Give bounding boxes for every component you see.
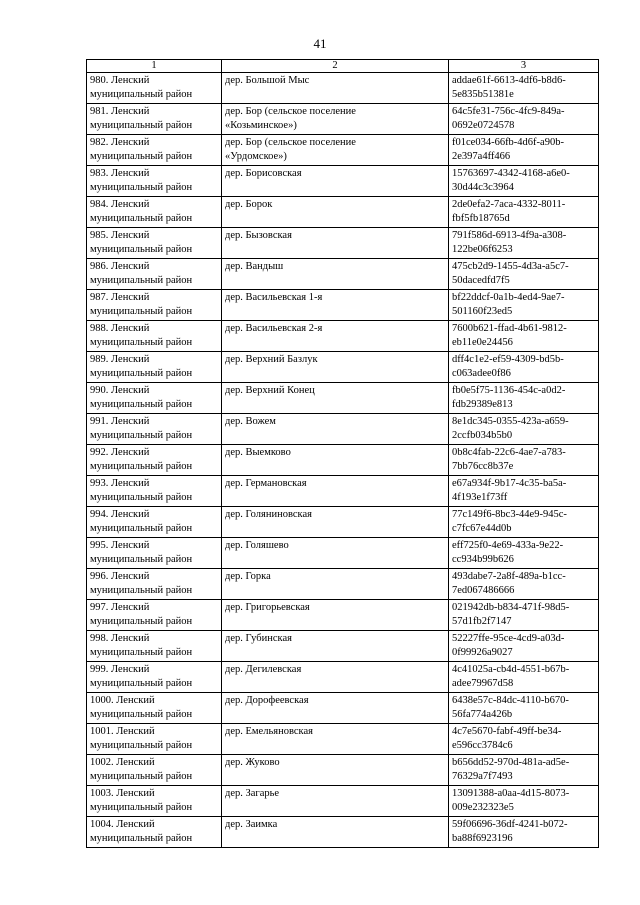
identifier-cell <box>449 662 599 693</box>
identifier-cell <box>449 817 599 848</box>
column-header-1: 1 <box>87 60 222 73</box>
settlement-cell-line-1: дер. Васильевская 1-я <box>225 292 323 303</box>
settlement-cell-line-1: дер. Голяниновская <box>225 509 312 520</box>
table-header-row <box>87 60 599 73</box>
municipality-cell <box>87 693 222 724</box>
municipality-cell <box>87 73 222 104</box>
municipality-cell-line-2: муниципальный район <box>90 213 193 224</box>
municipality-cell-line-2: муниципальный район <box>90 151 193 162</box>
identifier-cell <box>449 290 599 321</box>
identifier-cell-line-2: ba88f6923196 <box>452 833 513 844</box>
municipality-cell-line-1: 989. Ленский <box>90 354 150 365</box>
identifier-cell-line-1: 13091388-a0aa-4d15-8073- <box>452 788 570 799</box>
municipality-cell-line-1: 988. Ленский <box>90 323 150 334</box>
identifier-cell-line-1: 475cb2d9-1455-4d3a-a5c7- <box>452 261 569 272</box>
identifier-cell-line-2: 4f193e1f73ff <box>452 492 508 503</box>
identifier-cell-line-1: f01ce034-66fb-4d6f-a90b- <box>452 137 564 148</box>
municipality-cell-line-2: муниципальный район <box>90 492 193 503</box>
identifier-cell <box>449 724 599 755</box>
identifier-cell-line-1: 6438e57c-84dc-4110-b670- <box>452 695 569 706</box>
settlement-cell-line-1: дер. Верхний Конец <box>225 385 315 396</box>
identifier-cell <box>449 135 599 166</box>
identifier-cell-line-2: cc934b99b626 <box>452 554 514 565</box>
municipality-cell-line-1: 982. Ленский <box>90 137 150 148</box>
table-row <box>87 197 599 228</box>
identifier-cell-line-1: 77c149f6-8bc3-44e9-945c- <box>452 509 567 520</box>
identifier-cell-line-1: fb0e5f75-1136-454c-a0d2- <box>452 385 566 396</box>
identifier-cell-line-1: addae61f-6613-4df6-b8d6- <box>452 75 566 86</box>
settlement-cell <box>222 507 449 538</box>
identifier-cell-line-2: 50dacedfd7f5 <box>452 275 510 286</box>
municipality-cell-line-2: муниципальный район <box>90 616 193 627</box>
municipality-cell-line-2: муниципальный район <box>90 337 193 348</box>
identifier-cell-line-1: 7600b621-ffad-4b61-9812- <box>452 323 567 334</box>
municipality-cell-line-1: 984. Ленский <box>90 199 150 210</box>
table-row <box>87 352 599 383</box>
municipality-cell-line-1: 985. Ленский <box>90 230 150 241</box>
municipality-cell-line-2: муниципальный район <box>90 89 193 100</box>
table-row <box>87 476 599 507</box>
municipality-cell-line-1: 1000. Ленский <box>90 695 155 706</box>
municipality-cell <box>87 321 222 352</box>
identifier-cell-line-1: 493dabe7-2a8f-489a-b1cc- <box>452 571 566 582</box>
identifier-cell <box>449 600 599 631</box>
table-row <box>87 259 599 290</box>
identifier-cell <box>449 476 599 507</box>
settlement-cell <box>222 166 449 197</box>
identifier-cell-line-1: 15763697-4342-4168-a6e0- <box>452 168 570 179</box>
identifier-cell-line-1: bf22ddcf-0a1b-4ed4-9ae7- <box>452 292 565 303</box>
municipality-cell <box>87 786 222 817</box>
settlement-cell <box>222 817 449 848</box>
municipality-cell-line-2: муниципальный район <box>90 554 193 565</box>
identifier-cell-line-1: 021942db-b834-471f-98d5- <box>452 602 570 613</box>
table-row <box>87 631 599 662</box>
identifier-cell-line-2: 0692e0724578 <box>452 120 515 131</box>
identifier-cell <box>449 755 599 786</box>
identifier-cell-line-2: c7fc67e44d0b <box>452 523 512 534</box>
settlement-cell-line-1: дер. Жуково <box>225 757 280 768</box>
table-row <box>87 662 599 693</box>
municipality-cell <box>87 104 222 135</box>
settlement-cell <box>222 73 449 104</box>
identifier-cell-line-1: e67a934f-9b17-4c35-ba5a- <box>452 478 567 489</box>
identifier-cell <box>449 414 599 445</box>
municipality-cell-line-2: муниципальный район <box>90 120 193 131</box>
identifier-cell-line-1: 0b8c4fab-22c6-4ae7-a783- <box>452 447 566 458</box>
municipality-cell-line-1: 999. Ленский <box>90 664 150 675</box>
municipality-cell-line-1: 995. Ленский <box>90 540 150 551</box>
identifier-cell-line-1: 52227ffe-95ce-4cd9-a03d- <box>452 633 565 644</box>
table-body <box>87 73 599 848</box>
settlement-cell <box>222 476 449 507</box>
identifier-cell-line-2: eb11e0e24456 <box>452 337 513 348</box>
page-number: 41 <box>313 36 327 51</box>
column-header-3: 3 <box>449 60 599 73</box>
settlement-cell-line-1: дер. Васильевская 2-я <box>225 323 323 334</box>
municipality-cell-line-1: 998. Ленский <box>90 633 150 644</box>
identifier-cell-line-2: 76329a7f7493 <box>452 771 513 782</box>
table-row <box>87 569 599 600</box>
municipality-cell-line-2: муниципальный район <box>90 182 193 193</box>
identifier-cell <box>449 352 599 383</box>
municipality-cell <box>87 166 222 197</box>
settlement-cell <box>222 414 449 445</box>
identifier-cell-line-1: 791f586d-6913-4f9a-a308- <box>452 230 567 241</box>
table-row <box>87 600 599 631</box>
identifier-cell-line-2: fbf5fb18765d <box>452 213 510 224</box>
identifier-cell <box>449 538 599 569</box>
municipality-cell <box>87 290 222 321</box>
municipality-cell-line-1: 1003. Ленский <box>90 788 155 799</box>
municipality-cell-line-2: муниципальный район <box>90 368 193 379</box>
settlement-cell-line-1: дер. Григорьевская <box>225 602 310 613</box>
settlement-cell-line-1: дер. Бызовская <box>225 230 292 241</box>
settlement-cell-line-1: дер. Борок <box>225 199 273 210</box>
municipality-cell <box>87 135 222 166</box>
municipality-cell <box>87 259 222 290</box>
municipality-cell <box>87 755 222 786</box>
identifier-cell-line-2: 7ed067486666 <box>452 585 515 596</box>
municipality-cell-line-1: 996. Ленский <box>90 571 150 582</box>
municipality-cell-line-1: 986. Ленский <box>90 261 150 272</box>
settlement-cell <box>222 259 449 290</box>
table-row <box>87 383 599 414</box>
identifier-cell-line-2: 5e835b51381e <box>452 89 514 100</box>
municipality-cell-line-1: 991. Ленский <box>90 416 150 427</box>
identifier-cell-line-2: 30d44c3c3964 <box>452 182 514 193</box>
identifier-cell <box>449 631 599 662</box>
identifier-cell <box>449 693 599 724</box>
identifier-cell-line-1: 2de0efa2-7aca-4332-8011- <box>452 199 566 210</box>
table-row <box>87 290 599 321</box>
identifier-cell-line-2: 0f99926a9027 <box>452 647 513 658</box>
municipality-cell-line-2: муниципальный район <box>90 275 193 286</box>
identifier-cell-line-2: 56fa774a426b <box>452 709 513 720</box>
identifier-cell-line-1: 8e1dc345-0355-423a-a659- <box>452 416 569 427</box>
settlement-cell <box>222 352 449 383</box>
municipality-cell <box>87 600 222 631</box>
municipality-cell-line-2: муниципальный район <box>90 430 193 441</box>
identifier-cell-line-2: 2e397a4ff466 <box>452 151 511 162</box>
column-header-2: 2 <box>222 60 449 73</box>
settlement-cell <box>222 104 449 135</box>
municipality-cell <box>87 817 222 848</box>
municipality-cell-line-2: муниципальный район <box>90 802 193 813</box>
identifier-cell-line-1: dff4c1e2-ef59-4309-bd5b- <box>452 354 564 365</box>
settlement-cell-line-1: дер. Заимка <box>225 819 278 830</box>
settlement-cell-line-1: дер. Германовская <box>225 478 307 489</box>
municipality-cell <box>87 631 222 662</box>
municipality-cell-line-2: муниципальный район <box>90 523 193 534</box>
table-row <box>87 786 599 817</box>
municipality-cell <box>87 197 222 228</box>
municipality-cell <box>87 476 222 507</box>
settlement-cell-line-1: дер. Борисовская <box>225 168 302 179</box>
municipality-cell <box>87 228 222 259</box>
municipality-cell-line-2: муниципальный район <box>90 306 193 317</box>
table-row <box>87 166 599 197</box>
table-row <box>87 73 599 104</box>
municipality-cell <box>87 724 222 755</box>
settlement-cell <box>222 321 449 352</box>
municipality-cell-line-1: 994. Ленский <box>90 509 150 520</box>
identifier-cell-line-1: 4c7e5670-fabf-49ff-be34- <box>452 726 562 737</box>
municipality-cell <box>87 507 222 538</box>
settlement-cell <box>222 538 449 569</box>
settlement-cell <box>222 693 449 724</box>
municipality-cell-line-1: 997. Ленский <box>90 602 150 613</box>
identifier-cell-line-1: eff725f0-4e69-433a-9e22- <box>452 540 564 551</box>
settlement-cell-line-1: дер. Бор (сельское поселение <box>225 106 356 117</box>
municipality-cell-line-2: муниципальный район <box>90 461 193 472</box>
municipality-cell-line-1: 992. Ленский <box>90 447 150 458</box>
identifier-cell <box>449 104 599 135</box>
identifier-cell <box>449 786 599 817</box>
municipality-cell-line-2: муниципальный район <box>90 585 193 596</box>
table-row <box>87 693 599 724</box>
municipality-cell-line-2: муниципальный район <box>90 647 193 658</box>
settlement-cell-line-2: «Козьминское») <box>225 120 297 131</box>
identifier-cell <box>449 166 599 197</box>
settlement-cell <box>222 228 449 259</box>
identifier-cell-line-2: 009e232323e5 <box>452 802 514 813</box>
settlement-cell <box>222 631 449 662</box>
settlement-cell-line-1: дер. Бор (сельское поселение <box>225 137 356 148</box>
settlement-cell <box>222 786 449 817</box>
identifier-cell-line-2: 2ccfb034b5b0 <box>452 430 513 441</box>
municipality-cell-line-1: 987. Ленский <box>90 292 150 303</box>
settlement-cell-line-1: дер. Вожем <box>225 416 276 427</box>
identifier-cell-line-1: 59f06696-36df-4241-b072- <box>452 819 568 830</box>
table-row <box>87 445 599 476</box>
settlement-cell-line-1: дер. Вандыш <box>225 261 284 272</box>
municipality-cell <box>87 352 222 383</box>
municipality-cell <box>87 414 222 445</box>
identifier-cell <box>449 507 599 538</box>
identifier-cell-line-1: b656dd52-970d-481a-ad5e- <box>452 757 570 768</box>
municipality-cell <box>87 662 222 693</box>
municipality-cell <box>87 569 222 600</box>
settlement-cell <box>222 724 449 755</box>
identifier-cell-line-2: fdb29389e813 <box>452 399 513 410</box>
settlements-table <box>86 59 599 848</box>
municipality-cell-line-2: муниципальный район <box>90 771 193 782</box>
settlement-cell-line-1: дер. Дорофеевская <box>225 695 309 706</box>
table-row <box>87 507 599 538</box>
settlement-cell-line-1: дер. Верхний Базлук <box>225 354 318 365</box>
identifier-cell-line-2: e596cc3784c6 <box>452 740 513 751</box>
settlement-cell-line-1: дер. Большой Мыс <box>225 75 310 86</box>
settlement-cell-line-1: дер. Загарье <box>225 788 280 799</box>
municipality-cell-line-1: 993. Ленский <box>90 478 150 489</box>
settlement-cell <box>222 600 449 631</box>
identifier-cell-line-2: 501160f23ed5 <box>452 306 513 317</box>
municipality-cell-line-2: муниципальный район <box>90 244 193 255</box>
identifier-cell <box>449 259 599 290</box>
settlement-cell-line-1: дер. Горка <box>225 571 271 582</box>
identifier-cell <box>449 445 599 476</box>
identifier-cell-line-2: 57d1fb2f7147 <box>452 616 512 627</box>
municipality-cell-line-1: 980. Ленский <box>90 75 150 86</box>
identifier-cell-line-2: adee79967d58 <box>452 678 514 689</box>
municipality-cell-line-1: 981. Ленский <box>90 106 150 117</box>
municipality-cell-line-1: 983. Ленский <box>90 168 150 179</box>
settlement-cell-line-1: дер. Выемково <box>225 447 291 458</box>
table-row <box>87 414 599 445</box>
municipality-cell <box>87 538 222 569</box>
settlement-cell-line-1: дер. Голяшево <box>225 540 289 551</box>
table-row <box>87 755 599 786</box>
settlement-cell <box>222 383 449 414</box>
settlement-cell-line-1: дер. Дегилевская <box>225 664 302 675</box>
table-row <box>87 321 599 352</box>
identifier-cell-line-2: c063adee0f86 <box>452 368 511 379</box>
municipality-cell-line-2: муниципальный район <box>90 399 193 410</box>
identifier-cell-line-1: 64c5fe31-756c-4fc9-849a- <box>452 106 565 117</box>
table-row <box>87 817 599 848</box>
municipality-cell <box>87 383 222 414</box>
settlement-cell-line-1: дер. Губинская <box>225 633 292 644</box>
settlement-cell <box>222 197 449 228</box>
identifier-cell <box>449 321 599 352</box>
settlement-cell-line-1: дер. Емельяновская <box>225 726 313 737</box>
settlement-cell-line-2: «Урдомское») <box>225 151 287 162</box>
identifier-cell <box>449 197 599 228</box>
municipality-cell-line-2: муниципальный район <box>90 709 193 720</box>
municipality-cell-line-1: 1001. Ленский <box>90 726 155 737</box>
table-row <box>87 538 599 569</box>
identifier-cell <box>449 228 599 259</box>
municipality-cell-line-2: муниципальный район <box>90 833 193 844</box>
municipality-cell-line-1: 1002. Ленский <box>90 757 155 768</box>
identifier-cell <box>449 383 599 414</box>
identifier-cell-line-2: 122be06f6253 <box>452 244 513 255</box>
table-row <box>87 135 599 166</box>
settlement-cell <box>222 445 449 476</box>
settlement-cell <box>222 755 449 786</box>
identifier-cell-line-2: 7bb76cc8b37e <box>452 461 514 472</box>
identifier-cell <box>449 569 599 600</box>
municipality-cell-line-2: муниципальный район <box>90 740 193 751</box>
table-row <box>87 104 599 135</box>
settlement-cell <box>222 290 449 321</box>
settlement-cell <box>222 662 449 693</box>
identifier-cell-line-1: 4c41025a-cb4d-4551-b67b- <box>452 664 570 675</box>
identifier-cell <box>449 73 599 104</box>
settlement-cell <box>222 135 449 166</box>
municipality-cell-line-2: муниципальный район <box>90 678 193 689</box>
settlement-cell <box>222 569 449 600</box>
table-row <box>87 228 599 259</box>
table-row <box>87 724 599 755</box>
municipality-cell <box>87 445 222 476</box>
municipality-cell-line-1: 990. Ленский <box>90 385 150 396</box>
municipality-cell-line-1: 1004. Ленский <box>90 819 155 830</box>
